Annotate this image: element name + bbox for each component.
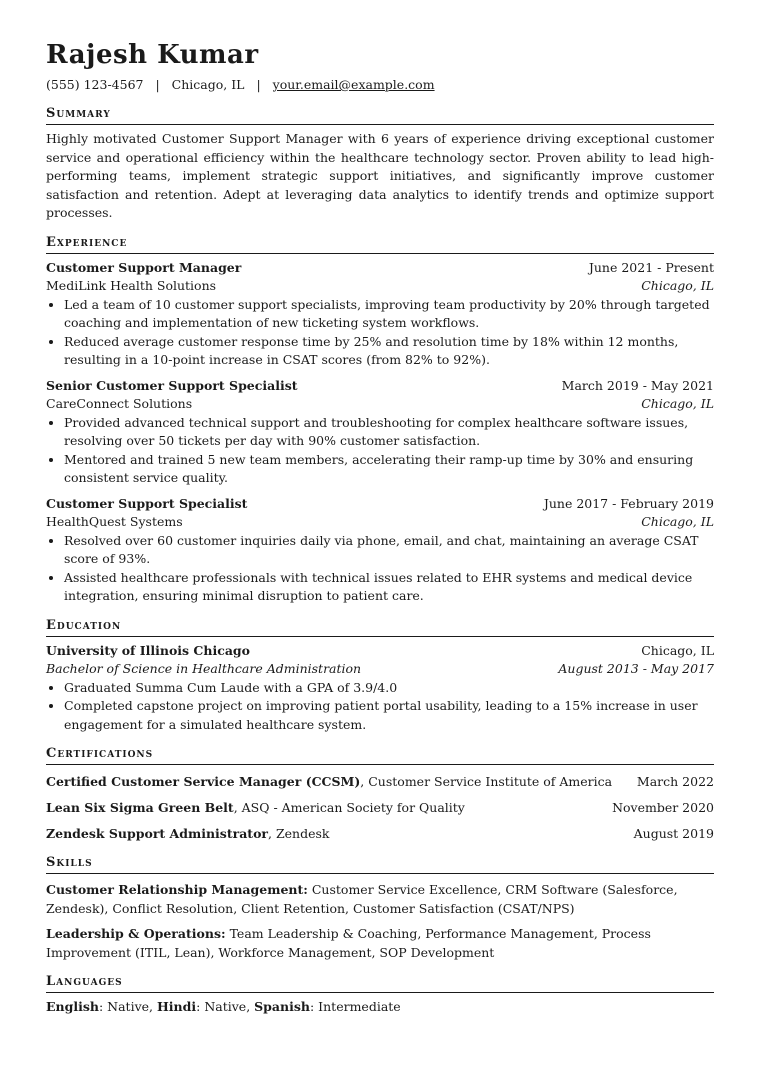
job-dates: March 2019 - May 2021 [561, 377, 714, 393]
bullet-item: • Graduated Summa Cum Laude with a GPA of 3.9/4.0 [64, 679, 714, 698]
separator: | [155, 77, 160, 92]
job-dates: June 2017 - February 2019 [543, 495, 714, 511]
certification-name: Certified Customer Service Manager (CCSM) [46, 774, 361, 789]
certification-issuer: , ASQ - American Society for Quality [233, 800, 465, 815]
language-level: : Intermediate [310, 999, 401, 1014]
job-bullets [46, 296, 714, 370]
school-name: University of Illinois Chicago [46, 642, 251, 658]
certification-name: Zendesk Support Administrator [46, 826, 268, 841]
certification-issuer: , Customer Service Institute of America [360, 774, 613, 789]
certification-date: August 2019 [633, 826, 714, 841]
language-level: : Native, [196, 999, 255, 1014]
certification-date: November 2020 [612, 800, 714, 815]
section-title-certifications: Certifications [46, 745, 714, 765]
certification-name: Lean Six Sigma Green Belt [46, 800, 234, 815]
degree-name: Bachelor of Science in Healthcare Administration [46, 661, 362, 676]
job-bullets [46, 532, 714, 606]
bullet-item: • Reduced average customer response time by 25% and resolution time by 18% within 12 months, resulting in a 10-point increase in CSAT scores (from 82% to 92%). [64, 333, 714, 370]
job-title: Senior Customer Support Specialist [46, 377, 298, 393]
phone-number: (555) 123-4567 [46, 77, 144, 92]
certification-date: March 2022 [636, 774, 714, 789]
section-title-summary: Summary [46, 105, 714, 125]
section-title-skills: Skills [46, 854, 714, 874]
job-location: Chicago, IL [641, 396, 714, 411]
contact-line [46, 76, 714, 94]
skill-group-text: Customer Service Excellence, CRM Software (Salesforce, Zendesk), Conflict Resolution, Client Retention, Customer Satisfaction (CSAT/NPS) [46, 882, 678, 916]
certification-item [46, 773, 714, 791]
certification-issuer: , Zendesk [268, 826, 330, 841]
job-entry [46, 495, 714, 606]
summary-text: Highly motivated Customer Support Manager with 6 years of experience driving exceptional customer service and operational efficiency within the healthcare technology sector. Proven ability to lead high-performing teams, implement strategic support initiatives, and significantly improve customer satisfaction and retention. Adept at leveraging data analytics to identify trends and optimize support processes. [46, 131, 714, 220]
section-title-experience: Experience [46, 234, 714, 254]
bullet-item: • Led a team of 10 customer support specialists, improving team productivity by 20% through targeted coaching and implementation of new ticketing system workflows. [64, 296, 714, 333]
separator: | [256, 77, 261, 92]
skill-group-label: Customer Relationship Management: [46, 882, 308, 897]
bullet-item: • Assisted healthcare professionals with technical issues related to EHR systems and medical device integration, ensuring minimal disruption to patient care. [64, 569, 714, 606]
skill-group-label: Leadership & Operations: [46, 926, 226, 941]
job-dates: June 2021 - Present [588, 259, 714, 275]
languages-line [46, 998, 714, 1016]
education-dates: August 2013 - May 2017 [558, 661, 714, 676]
bullet-item: • Completed capstone project on improving patient portal usability, leading to a 15% increase in user engagement for a simulated healthcare system. [64, 697, 714, 734]
language-name: Hindi [157, 999, 197, 1014]
job-bullets [46, 414, 714, 488]
school-location: Chicago, IL [641, 642, 714, 658]
job-title: Customer Support Specialist [46, 495, 248, 511]
skill-group [46, 880, 714, 918]
skill-group-text: Team Leadership & Coaching, Performance Management, Process Improvement (ITIL, Lean), Workforce Management, SOP Development [46, 926, 651, 960]
job-location: Chicago, IL [641, 514, 714, 529]
job-location: Chicago, IL [641, 278, 714, 293]
bullet-item: • Resolved over 60 customer inquiries daily via phone, email, and chat, maintaining an average CSAT score of 93%. [64, 532, 714, 569]
language-level: : Native, [98, 999, 157, 1014]
language-name: English [46, 999, 99, 1014]
job-entry [46, 259, 714, 370]
skill-group [46, 924, 714, 962]
company-name: MediLink Health Solutions [46, 278, 217, 293]
bullet-item: • Mentored and trained 5 new team members, accelerating their ramp-up time by 30% and ensuring consistent service quality. [64, 451, 714, 488]
section-title-education: Education [46, 617, 714, 637]
section-title-languages: Languages [46, 973, 714, 993]
company-name: HealthQuest Systems [46, 514, 183, 529]
candidate-name: Rajesh Kumar [46, 40, 259, 70]
language-name: Spanish [254, 999, 310, 1014]
certification-item [46, 825, 714, 843]
company-name: CareConnect Solutions [46, 396, 193, 411]
bullet-item: • Provided advanced technical support and troubleshooting for complex healthcare software issues, resolving over 50 tickets per day with 90% customer satisfaction. [64, 414, 714, 451]
job-entry [46, 377, 714, 488]
email-link[interactable]: your.email@example.com [272, 77, 435, 92]
job-title: Customer Support Manager [46, 259, 242, 275]
certification-item [46, 799, 714, 817]
education-bullets [46, 679, 714, 735]
location: Chicago, IL [171, 77, 245, 92]
